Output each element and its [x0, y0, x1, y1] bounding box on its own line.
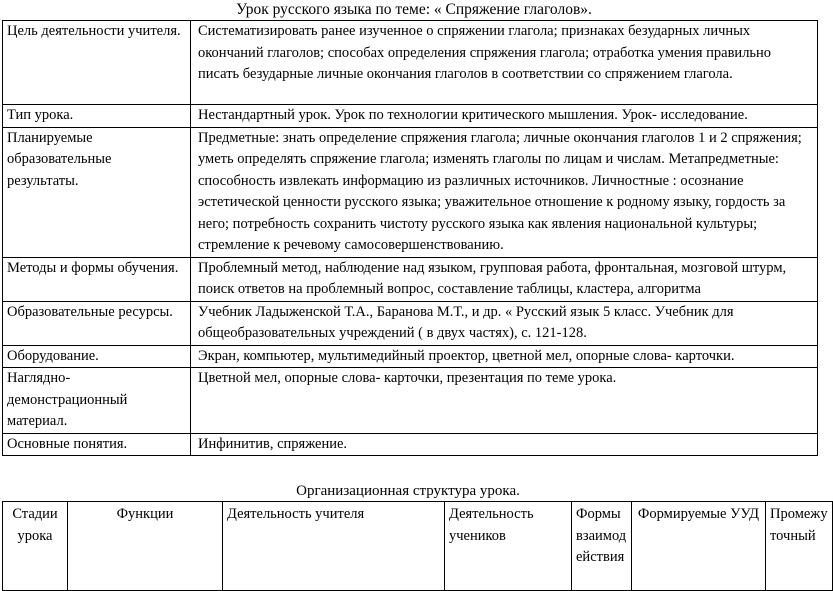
- row-label: Образовательные ресурсы.: [3, 301, 191, 345]
- table-row: [3, 257, 818, 301]
- lesson-plan-table: [2, 20, 818, 456]
- header-functions: Функции: [68, 502, 223, 591]
- row-content: Экран, компьютер, мультимедийный проектор, цветной мел, опорные слова- карточки.: [191, 345, 818, 368]
- row-content: Проблемный метод, наблюдение над языком, групповая работа, фронтальная, мозговой штурм, поиск ответов на проблемный вопрос, составление таблицы, кластера, алгоритма: [191, 257, 818, 301]
- org-structure-table: [2, 501, 833, 591]
- header-student-activity: Деятельность учеников: [445, 502, 572, 591]
- table-row: [3, 368, 818, 434]
- row-label: Основные понятия.: [3, 433, 191, 456]
- table-row: [3, 345, 818, 368]
- row-content: Учебник Ладыженской Т.А., Баранова М.Т., и др. « Русский язык 5 класс. Учебник для общеобразовательных учреждений ( в двух частях), с. 121-128.: [191, 301, 818, 345]
- header-stages: Стадии урока: [3, 502, 68, 591]
- row-label: Оборудование.: [3, 345, 191, 368]
- row-label: Методы и формы обучения.: [3, 257, 191, 301]
- lesson-title: Урок русского языка по теме: « Спряжение глаголов».: [236, 1, 592, 18]
- row-label: Цель деятельности учителя.: [3, 21, 191, 105]
- row-content: Систематизировать ранее изученное о спряжении глагола; признаках безударных личных окончаний глаголов; способах определения спряжения глагола; отработка умения правильно писать безударные личные окончания глаголов в соответствии со спряжением глагола.: [191, 21, 818, 105]
- row-content: Предметные: знать определение спряжения глагола; личные окончания глаголов 1 и 2 спряжения; уметь определять спряжение глагола; изменять глаголы по лицам и числам. Метапредметные: способность извлекать информацию из различных источников. Личностные : осознание эстетической ценности русского языка; уважительное отношение к родному языку, гордость за него; потребность сохранить чистоту русского языка как явления национальной культуры; стремление к речевому самосовершенствованию.: [191, 127, 818, 257]
- row-content: Инфинитив, спряжение.: [191, 433, 818, 456]
- header-interaction-forms: Формы взаимодействия: [572, 502, 632, 591]
- row-label: Наглядно-демонстрационный материал.: [3, 368, 191, 434]
- org-structure-title: Организационная структура урока.: [296, 483, 520, 499]
- header-intermediate: Промежуточный: [766, 502, 833, 591]
- row-label: Тип урока.: [3, 105, 191, 128]
- table-row: [3, 433, 818, 456]
- table-header-row: [3, 502, 833, 591]
- header-teacher-activity: Деятельность учителя: [223, 502, 445, 591]
- table-row: [3, 105, 818, 128]
- table-row: [3, 21, 818, 105]
- row-content: Нестандартный урок. Урок по технологии критического мышления. Урок- исследование.: [191, 105, 818, 128]
- row-label: Планируемые образовательные результаты.: [3, 127, 191, 257]
- row-content: Цветной мел, опорные слова- карточки, презентация по теме урока.: [191, 368, 818, 434]
- table-row: [3, 127, 818, 257]
- table-row: [3, 301, 818, 345]
- header-uud: Формируемые УУД: [632, 502, 766, 591]
